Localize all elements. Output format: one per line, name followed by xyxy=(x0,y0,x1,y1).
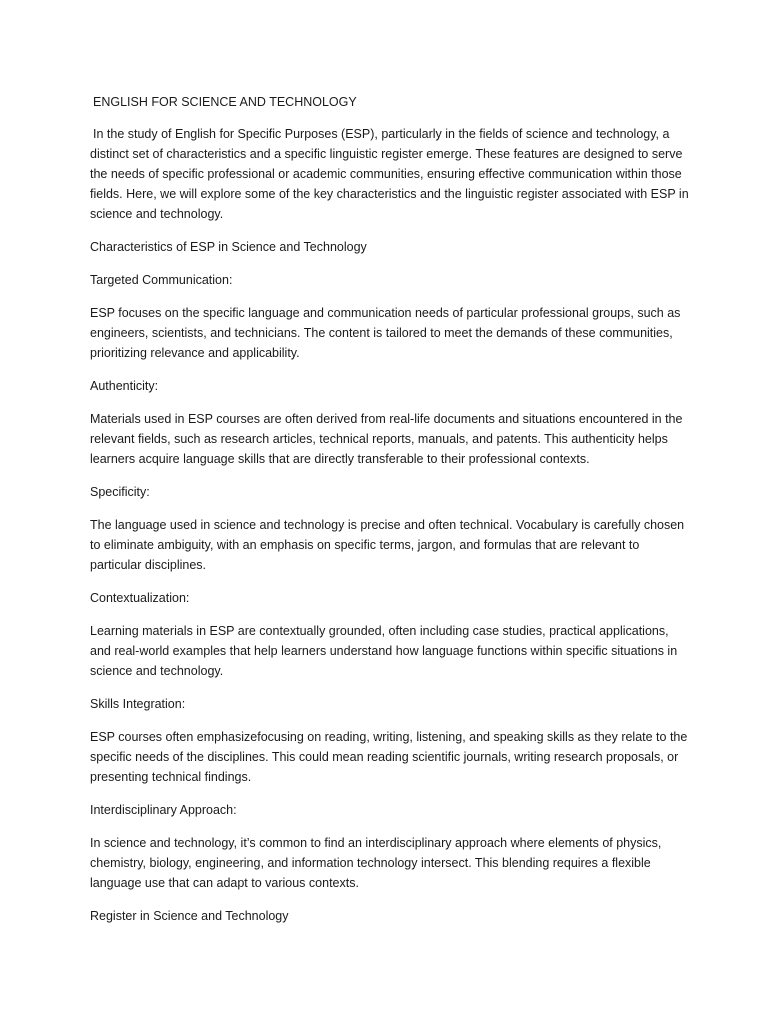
subheading-interdisciplinary-approach: Interdisciplinary Approach: xyxy=(90,803,237,817)
paragraph-specificity: The language used in science and technology is precise and often technical. Vocabulary is carefully chosen to eliminate ambiguity, with an emphasis on specific terms, jargon, and formulas that are relevant to particular disciplines. xyxy=(90,518,685,572)
intro-paragraph: In the study of English for Specific Purposes (ESP), particularly in the fields of science and technology, a distinct set of characteristics and a specific linguistic register emerge. These features are designed to serve the needs of specific professional or academic communities, ensuring effective communication within those fields. Here, we will explore some of the key characteristics and the linguistic register associated with ESP in science and technology. xyxy=(90,127,689,221)
paragraph-targeted-communication: ESP focuses on the specific language and communication needs of particular professional groups, such as engineers, scientists, and technicians. The content is tailored to meet the demands of these communities, prioritizing relevance and applicability. xyxy=(90,306,681,360)
section-heading-characteristics: Characteristics of ESP in Science and Technology xyxy=(90,240,367,254)
subheading-contextualization: Contextualization: xyxy=(90,591,190,605)
subheading-authenticity: Authenticity: xyxy=(90,379,159,393)
paragraph-contextualization: Learning materials in ESP are contextually grounded, often including case studies, practical applications, and real-world examples that help learners understand how language functions within specific situations in science and technology. xyxy=(90,624,678,678)
paragraph-authenticity: Materials used in ESP courses are often derived from real-life documents and situations encountered in the relevant fields, such as research articles, technical reports, manuals, and patents. This authenticity helps learners acquire language skills that are directly transferable to their professional contexts. xyxy=(90,412,683,466)
subheading-specificity: Specificity: xyxy=(90,485,150,499)
subheading-skills-integration: Skills Integration: xyxy=(90,697,186,711)
subheading-targeted-communication: Targeted Communication: xyxy=(90,273,233,287)
section-heading-register: Register in Science and Technology xyxy=(90,909,289,923)
paragraph-skills-integration: ESP courses often emphasizefocusing on reading, writing, listening, and speaking skills as they relate to the specific needs of the disciplines. This could mean reading scientific journals, writing research proposals, or presenting technical findings. xyxy=(90,730,688,784)
document-title: ENGLISH FOR SCIENCE AND TECHNOLOGY xyxy=(93,95,357,109)
paragraph-interdisciplinary-approach: In science and technology, it’s common to find an interdisciplinary approach where elements of physics, chemistry, biology, engineering, and information technology intersect. This blending requires a flexible language use that can adapt to various contexts. xyxy=(90,836,662,890)
document-page xyxy=(90,92,690,939)
